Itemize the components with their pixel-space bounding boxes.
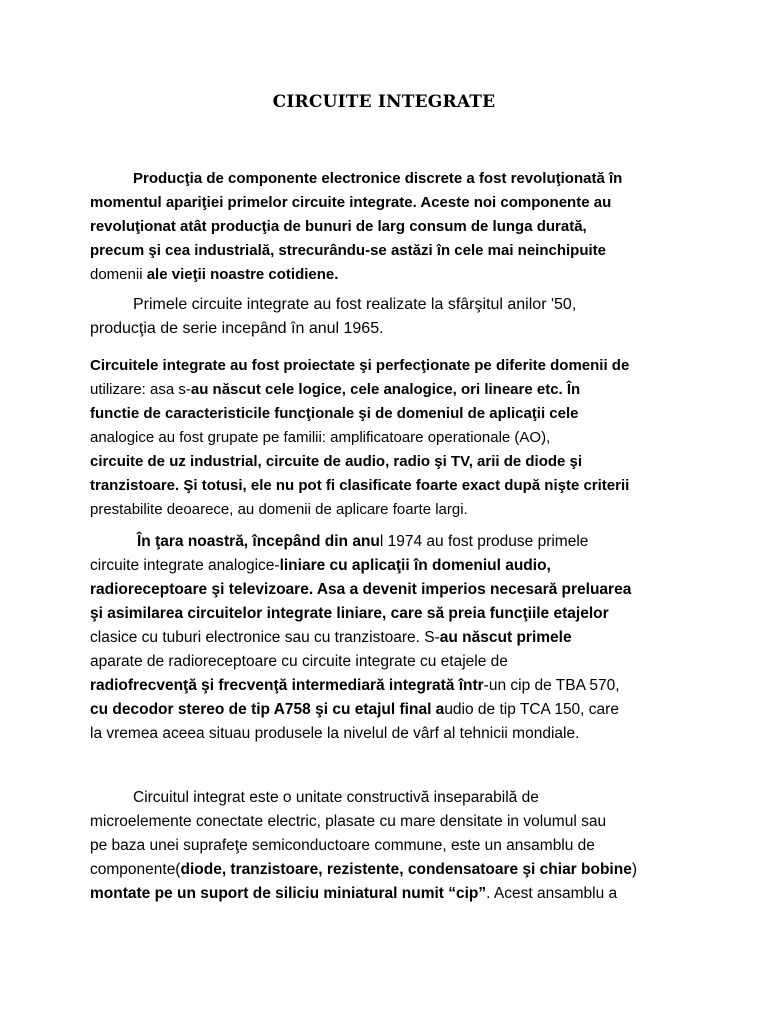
text-line [90,239,682,263]
paragraph-2 [90,293,682,341]
text-run: l 1974 au fost produse primele [379,533,589,550]
text-run: precum şi cea industrială, strecurându-se astăzi în cele mai neinchipuite [90,242,607,259]
text-line [90,786,682,810]
text-line [90,378,682,402]
text-run: liniare cu aplicaţii în domeniul audio, [279,557,551,574]
text-run: utilizare: asa s- [90,381,191,398]
text-run: cu decodor stereo de tip A758 şi cu etajul final a [90,701,445,718]
text-run: diode, tranzistoare, rezistente, condensatoare şi chiar bobine [180,861,632,878]
text-run: pe baza unei suprafeţe semiconductoare commune, este un ansamblu de [90,837,595,854]
paragraph-1 [90,167,682,287]
paragraph-5 [90,786,682,906]
text-run: revoluţionat atât producţia de bunuri de larg consum de lunga durată, [90,218,587,235]
text-line [90,674,682,698]
text-run: radiofrecvenţă şi frecvenţă intermediară integrată într [90,677,484,694]
text-line [90,498,682,522]
text-run: ale vieţii noastre cotidiene. [146,266,339,283]
text-run: . Acest ansamblu a [486,885,618,902]
text-run: circuite integrate analogice- [90,557,280,574]
text-line [90,293,682,317]
text-line [90,474,682,498]
text-line [90,834,682,858]
text-run: -un cip de TBA 570, [483,677,620,694]
text-run: radioreceptoare şi televizoare. Asa a devenit imperios necesară preluarea [90,581,632,598]
text-line [90,215,682,239]
text-run: producţia de serie incepând în anul 1965. [90,320,384,337]
text-run: la vremea aceea situau produsele la nivelul de vârf al tehnicii mondiale. [90,725,580,742]
text-run: tranzistoare. Şi totusi, ele nu pot fi clasificate foarte exact după nişte criterii [90,477,630,494]
text-run: analogice au fost grupate pe familii: amplificatoare operationale (AO), [90,429,551,446]
text-line [90,167,682,191]
text-run: Producţia de componente electronice discrete a fost revoluţionată în [133,170,623,187]
text-line [90,354,682,378]
text-line [90,722,682,746]
text-line [90,317,682,341]
text-run: clasice cu tuburi electronice sau cu tranzistoare. S- [90,629,440,646]
text-line [90,530,682,554]
text-line [90,810,682,834]
text-run: aparate de radioreceptoare cu circuite integrate cu etajele de [90,653,508,670]
text-line [90,402,682,426]
paragraph-4 [90,530,682,746]
text-run: functie de caracteristicile funcţionale şi de domeniul de aplicaţii cele [90,405,579,422]
text-line [90,191,682,215]
text-line [90,263,682,287]
text-run: au născut cele logice, cele analogice, ori lineare etc. În [190,381,581,398]
text-run: domenii [90,266,147,283]
text-line [90,698,682,722]
text-line [90,578,682,602]
text-run: montate pe un suport de siliciu miniatural numit “cip” [90,885,487,902]
text-run: Circuitele integrate au fost proiectate şi perfecţionate pe diferite domenii de [90,357,630,374]
text-run: Primele circuite integrate au fost realizate la sfârşitul anilor '50, [133,296,577,313]
document-title: CIRCUITE INTEGRATE [272,92,496,112]
text-line [90,626,682,650]
text-run: microelemente conectate electric, plasate cu mare densitate in volumul sau [90,813,607,830]
paragraph-3 [90,354,682,522]
text-run: În ţara noastră, începând din anu [137,533,380,550]
text-line [90,554,682,578]
text-line [90,426,682,450]
text-run: prestabilite deoarece, au domenii de aplicare foarte largi. [90,501,468,518]
text-line [90,450,682,474]
text-run: componente( [90,861,181,878]
text-line [90,602,682,626]
text-run: ) [631,861,637,878]
text-run: circuite de uz industrial, circuite de audio, radio şi TV, arii de diode şi [90,453,583,470]
text-line [90,650,682,674]
text-run: udio de tip TCA 150, care [444,701,619,718]
text-run: au născut primele [439,629,572,646]
text-line [90,858,682,882]
text-line [90,882,682,906]
text-run: momentul apariţiei primelor circuite integrate. Aceste noi componente au [90,194,612,211]
text-run: Circuitul integrat este o unitate constructivă inseparabilă de [133,789,539,806]
text-run: şi asimilarea circuitelor integrate liniare, care să preia funcţiile etajelor [90,605,609,622]
